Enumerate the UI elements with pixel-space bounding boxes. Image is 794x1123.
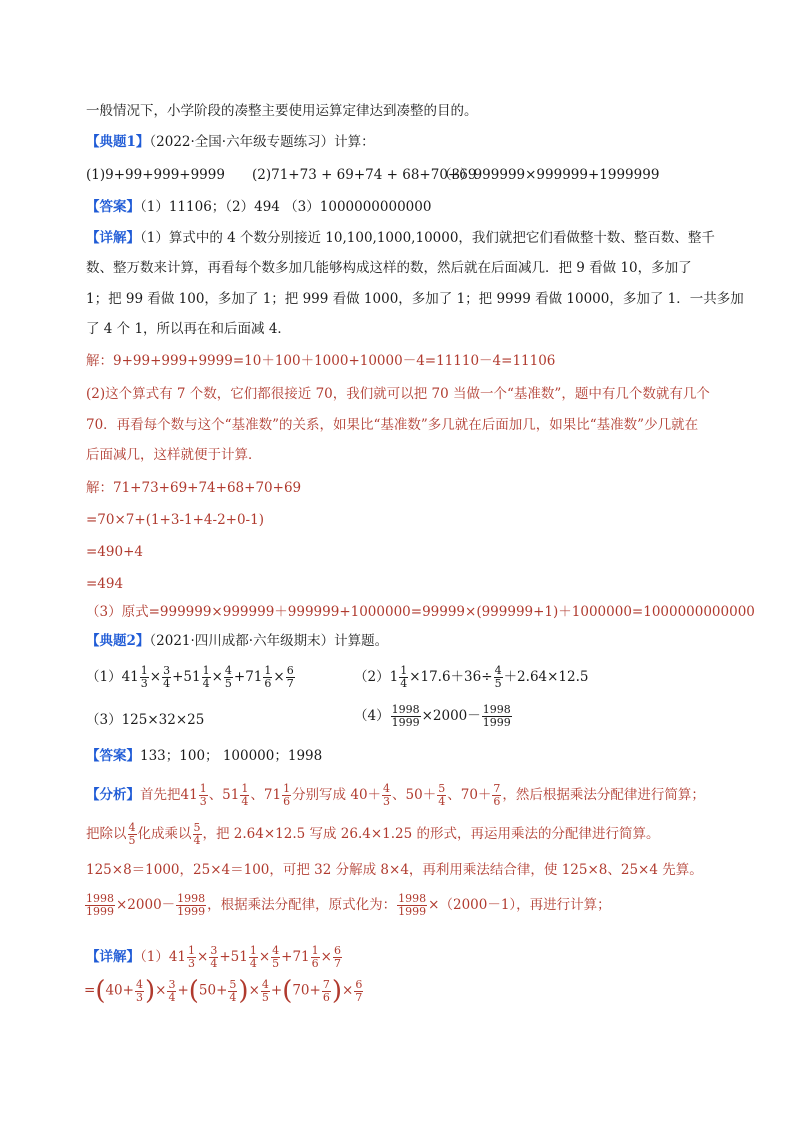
ex2-analysis-line-1: 【分析】首先把41 $\frac{1}{3}$ 、51 $\frac{1}{4}$ 、71 $\frac{1}{6}$ 分别写成 40＋ $\frac{4}{3}$ 、50＋ $\frac{5}{4}$ 、70＋ $\frac{7}{6}$ ，然后根据乘法分配律进行简算； xyxy=(86,782,705,808)
ex1-solution-3: （3）原式=999999×999999＋999999+1000000=99999×(999999+1)＋1000000=1000000000000 xyxy=(86,604,755,620)
ex2-answer-text: 133；100； 100000；1998 xyxy=(140,748,323,764)
ex2-answer xyxy=(86,746,322,766)
ex1-sol2-line-2: =70×7+(1+3-1+4-2+0-1) xyxy=(86,512,264,528)
ex1-solution-1: 解：9+99+999+9999=10＋100＋1000+10000－4=11110－4=11106 xyxy=(86,353,556,369)
ex1-sol2-line-1: 解：71+73+69+74+68+70+69 xyxy=(86,480,302,496)
ex1-answer xyxy=(86,197,431,217)
ex1-answer-tag: 【答案】 xyxy=(86,199,140,215)
example1-header xyxy=(86,132,375,152)
ex2-analysis-line-4: $\frac{1998}{1999}$ ×2000－ $\frac{1998}{1999}$ ，根据乘法分配律，原式化为： $\frac{1998}{1999}$ ×（2000－1），再进行计算； xyxy=(86,892,611,918)
example2-source: （2021·四川成都·六年级期末）计算题。 xyxy=(149,633,389,649)
ex1-part2-line-3: 后面减几，这样就便于计算． xyxy=(86,447,262,463)
example1-source: （2022·全国·六年级专题练习）计算： xyxy=(149,134,375,150)
ex1-q2: (2)71+73 + 69+74 + 68+70+69 xyxy=(252,167,477,183)
ex2-q1: （1）41 $\frac{1}{3}$ × $\frac{3}{4}$ +51 $\frac{1}{4}$ × $\frac{4}{5}$ +71 $\frac{1}{6}$ × $\frac{6}{7}$ xyxy=(86,664,294,690)
ex1-sol2-line-4: =494 xyxy=(86,576,124,592)
ex1-detail-line-3: 1；把 99 看做 100，多加了 1；把 999 看做 1000，多加了 1；把 9999 看做 10000，多加了 1．一共多加 xyxy=(86,291,744,307)
ex1-part2-line-2: 70．再看每个数与这个“基准数”的关系，如果比“基准数”多几就在后面加几，如果比“基准数”少几就在 xyxy=(86,417,699,433)
example2-tag: 【典题2】 xyxy=(86,633,150,649)
ex2-analysis-tag: 【分析】 xyxy=(86,787,140,803)
ex1-q1: (1)9+99+999+9999 xyxy=(86,167,225,183)
ex2-q4: （4） $\frac{1998}{1999}$ ×2000－ $\frac{1998}{1999}$ xyxy=(354,703,511,729)
ex2-detail-line-2: =(40+ $\frac{4}{3}$ )× $\frac{3}{4}$ +(50+ $\frac{5}{4}$ )× $\frac{4}{5}$ +(70+ $\frac{7}{6}$ )× $\frac{6}{7}$ xyxy=(84,976,363,1006)
ex1-detail-tag: 【详解】 xyxy=(86,230,140,246)
ex2-q2: （2）1 $\frac{1}{4}$ ×17.6＋36÷ $\frac{4}{5}$ ＋2.64×12.5 xyxy=(354,664,589,690)
example1-questions xyxy=(86,165,726,185)
ex1-detail-line-4: 了 4 个 1，所以再在和后面减 4． xyxy=(86,321,291,337)
ex2-detail-line-1: 【详解】（1）41 $\frac{1}{3}$ × $\frac{3}{4}$ +51 $\frac{1}{4}$ × $\frac{4}{5}$ +71 $\frac{1}{6}$ × $\frac{6}{7}$ xyxy=(86,944,341,970)
ex1-q3: （3）999999×999999+1999999 xyxy=(438,167,660,183)
ex2-q3: （3）125×32×25 xyxy=(86,712,205,728)
ex2-analysis-line-3: 125×8＝1000，25×4＝100，可把 32 分解成 8×4，再利用乘法结合律，使 125×8、25×4 先算。 xyxy=(86,862,703,878)
ex2-answer-tag: 【答案】 xyxy=(86,748,140,764)
example1-tag: 【典题1】 xyxy=(86,134,150,150)
ex1-sol2-line-3: =490+4 xyxy=(86,544,143,560)
ex1-detail-line-2: 数、整万数来计算，再看每个数多加几能够构成这样的数，然后就在后面减几．把 9 看做 10，多加了 xyxy=(86,260,692,276)
example2-header xyxy=(86,631,388,651)
ex2-analysis-line-2: 把除以 $\frac{4}{5}$ 化成乘以 $\frac{5}{4}$ ，把 2.64×12.5 写成 26.4×1.25 的形式，再运用乘法的分配律进行简算。 xyxy=(86,821,660,847)
ex1-part2-line-1: (2)这个算式有 7 个数，它们都很接近 70，我们就可以把 70 当做一个“基准数”，题中有几个数就有几个 xyxy=(86,386,710,402)
ex1-detail-line-1: 【详解】（1）算式中的 4 个数分别接近 10,100,1000,10000，我们就把它们看做整十数、整百数、整千 xyxy=(86,230,715,246)
ex2-detail-tag: 【详解】 xyxy=(86,949,140,965)
ex1-answer-text: （1）11106；（2）494 （3）1000000000000 xyxy=(140,199,432,215)
intro-text: 一般情况下，小学阶段的凑整主要使用运算定律达到凑整的目的。 xyxy=(86,103,478,119)
